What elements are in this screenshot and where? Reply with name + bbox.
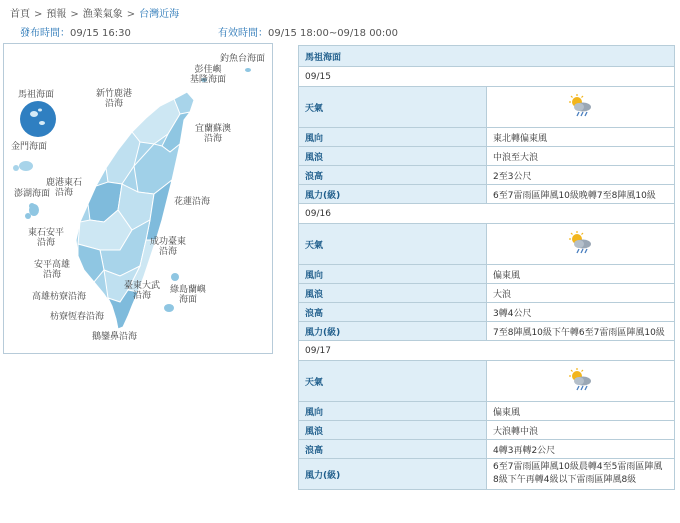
forecast-date: 09/17 (299, 341, 675, 361)
wind-wave-label: 風浪 (299, 421, 487, 440)
forecast-table (298, 45, 675, 490)
wind-direction-value: 偏東風 (487, 265, 675, 284)
issue-time-label: 發布時間： (20, 28, 70, 39)
breadcrumb-separator: > (70, 9, 79, 20)
wave-height-label: 浪高 (299, 303, 487, 322)
matsu-highlight (20, 101, 56, 137)
label-anping-kaohsiung[interactable]: 安平高雄 沿海 (34, 260, 71, 280)
breadcrumb-fishery[interactable]: 漁業氣象 (82, 9, 123, 20)
label-chenggong-taitung[interactable]: 成功臺東 沿海 (150, 237, 187, 257)
label-greenisland-lanyu[interactable]: 綠島蘭嶼 海面 (170, 285, 207, 305)
sea-area-map[interactable] (3, 43, 273, 354)
label-kinmen[interactable]: 金門海面 (11, 142, 48, 152)
diaoyutai-islet (245, 68, 251, 72)
weather-cell (487, 361, 675, 402)
label-penghu[interactable]: 澎湖海面 (14, 189, 51, 199)
wind-wave-value: 大浪轉中浪 (487, 421, 675, 440)
wind-wave-label: 風浪 (299, 147, 487, 166)
label-taitung-dawu[interactable]: 臺東大武 沿海 (124, 281, 161, 301)
wind-force-value: 7至8陣風10級下午轉6至7雷雨區陣風10級 (487, 322, 675, 341)
forecast-date: 09/15 (299, 67, 675, 87)
wind-force-label: 風力(級) (299, 459, 487, 490)
wind-direction-value: 東北轉偏東風 (487, 128, 675, 147)
weather-cell (487, 87, 675, 128)
wind-force-label: 風力(級) (299, 322, 487, 341)
valid-time-value: 09/15 18:00~09/18 00:00 (268, 28, 399, 39)
label-matsu[interactable]: 馬祖海面 (18, 90, 55, 100)
forecast-area-name: 馬祖海面 (299, 46, 675, 67)
green-island (171, 273, 179, 281)
breadcrumb-separator: > (126, 9, 136, 20)
breadcrumb-current[interactable]: 台灣近海 (139, 9, 180, 20)
label-fangliao-hengchun[interactable]: 枋寮恆春沿海 (50, 312, 105, 322)
issue-time-value: 09/15 16:30 (70, 28, 131, 39)
wave-height-label: 浪高 (299, 440, 487, 459)
label-hualien[interactable]: 花蓮沿海 (174, 197, 211, 207)
forecast-date: 09/16 (299, 204, 675, 224)
label-eluanbi[interactable]: 鵝鑾鼻沿海 (92, 332, 138, 342)
label-diaoyutai[interactable]: 釣魚台海面 (220, 54, 266, 64)
label-yilan-suao[interactable]: 宜蘭蘇澳 沿海 (195, 124, 232, 144)
weather-label: 天氣 (299, 87, 487, 128)
lanyu-island (164, 304, 174, 312)
breadcrumb-home[interactable]: 首頁 (10, 9, 30, 20)
label-dongshi-anping[interactable]: 東石安平 沿海 (28, 228, 65, 248)
partly-cloudy-rain-icon (567, 385, 595, 395)
wave-height-value: 2至3公尺 (487, 166, 675, 185)
label-kaohsiung-fangliao[interactable]: 高雄枋寮沿海 (32, 292, 87, 302)
wave-height-value: 3轉4公尺 (487, 303, 675, 322)
breadcrumb-separator: > (34, 9, 43, 20)
wind-wave-label: 風浪 (299, 284, 487, 303)
kinmen-islet (19, 161, 33, 171)
weather-label: 天氣 (299, 224, 487, 265)
wind-force-label: 風力(級) (299, 185, 487, 204)
wave-height-value: 4轉3再轉2公尺 (487, 440, 675, 459)
partly-cloudy-rain-icon (567, 111, 595, 121)
wind-force-value: 6至7雷雨區陣風10級晨轉4至5雷雨區陣風8級下午再轉4級以下雷雨區陣風8級 (487, 459, 675, 490)
valid-time (218, 24, 398, 39)
wind-direction-label: 風向 (299, 402, 487, 421)
breadcrumb-forecast[interactable]: 預報 (46, 9, 67, 20)
wind-direction-label: 風向 (299, 128, 487, 147)
weather-cell (487, 224, 675, 265)
label-lukang-dongshi[interactable]: 鹿港東石 沿海 (46, 178, 83, 198)
label-pengjia-keelung[interactable]: 彭佳嶼 基隆海面 (190, 65, 227, 85)
wave-height-label: 浪高 (299, 166, 487, 185)
partly-cloudy-rain-icon (567, 248, 595, 258)
wind-direction-value: 偏東風 (487, 402, 675, 421)
wind-force-value: 6至7雷雨區陣風10級晚轉7至8陣風10級 (487, 185, 675, 204)
weather-label: 天氣 (299, 361, 487, 402)
wind-wave-value: 中浪至大浪 (487, 147, 675, 166)
label-hsinchu-lukang[interactable]: 新竹鹿港 沿海 (96, 89, 133, 109)
wind-direction-label: 風向 (299, 265, 487, 284)
wind-wave-value: 大浪 (487, 284, 675, 303)
valid-time-label: 有效時間： (218, 28, 268, 39)
issue-time (20, 24, 131, 39)
breadcrumb (10, 5, 179, 20)
